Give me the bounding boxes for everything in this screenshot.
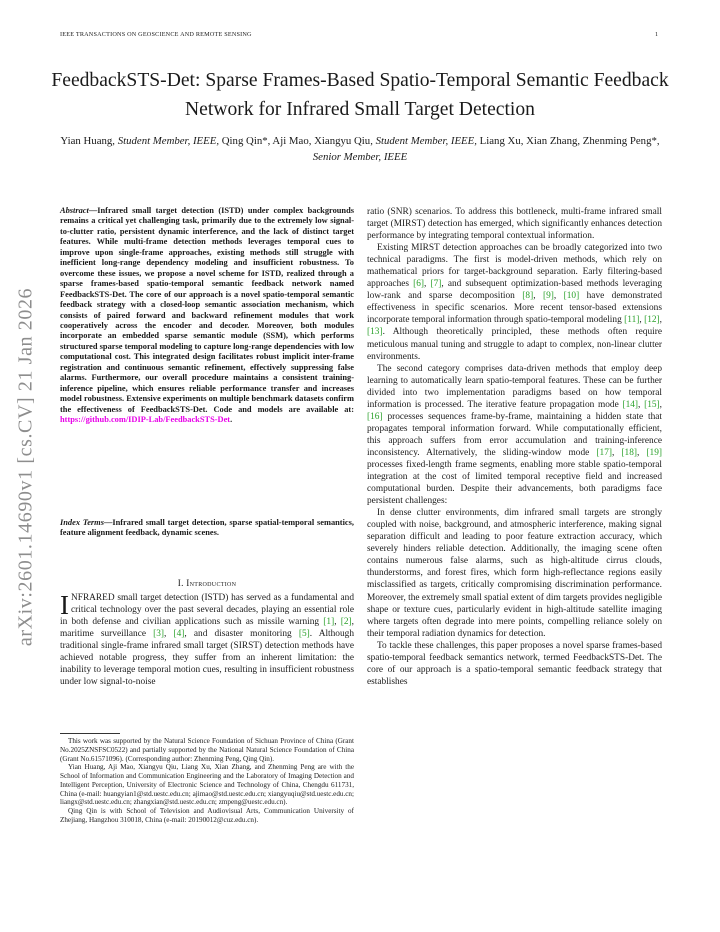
author-membership: Student Member, IEEE, (375, 135, 477, 147)
right-column (367, 206, 662, 688)
index-terms-heading: Index Terms (60, 518, 104, 527)
citation-link[interactable]: [15] (644, 399, 660, 410)
body-text: , and subsequent optimization-based methods leveraging low-rank and sparse decomposition (367, 279, 662, 302)
body-text: , (659, 399, 663, 410)
author-names: Liang Xu, Xian Zhang, Zhenming Peng*, (476, 135, 660, 147)
abstract-end: . (230, 415, 233, 425)
body-paragraph (367, 363, 662, 508)
author-list (60, 134, 660, 165)
citation-link[interactable]: [2] (340, 617, 352, 628)
citation-link[interactable]: [8] (522, 291, 534, 302)
body-text: processes fixed-length frame segments, enabling more stable spatio-temporal integration at the cost of limited temporal receptive field and increased computational burden. Despite their advancements, both paradigms face persistent challenges: (367, 459, 662, 507)
page-number: 1 (655, 31, 659, 38)
citation-link[interactable]: [5] (298, 629, 310, 640)
abstract-text: —Infrared small target detection (ISTD) under complex backgrounds remains a critical yet challenging task, primarily due to the extremely low signal-to-clutter ratio, persistent dynamic interference, and the lack of distinct target features. While multi-frame detection methods leverages temporal cues to improve upon single-frame approaches, existing methods still struggle with inefficient long-range dependency modeling and insufficient robustness. To overcome these issues, we propose a novel scheme for ISTD, realized through a sparse frames-based spatio-temporal semantic feedback network named FeedbackSTS-Det. The core of our approach is a novel spatio-temporal semantic feedback strategy with a closed-loop semantic association mechanism, which consists of paired forward and backward refinement modules that work cooperatively across the encoder and decoder. Moreover, both modules incorporate an embedded sparse semantic module (SSM), which performs structured sparse temporal modeling to capture long-range dependencies with low computational cost. This integrated design facilitates robust implicit inter-frame registration and continuous semantic refinement, effectively suppressing false alarms. Furthermore, our overall procedure maintains a consistent training-inference pipeline, which ensures reliable performance transfer and increases model robustness. Extensive experiments on multiple benchmark datasets confirm the effectiveness of FeedbackSTS-Det. Code and models are available at: (60, 206, 354, 414)
body-text: , (553, 291, 564, 302)
paper-title: FeedbackSTS-Det: Sparse Frames-Based Spatio-Temporal Semantic Feedback Network for Infrared Small Target Detection (51, 70, 669, 120)
body-paragraph: In dense clutter environments, dim infrared small targets are strongly coupled with noise, background, and atmospheric interference, making signal separation difficult and leading to poor feature extraction accuracy, which severely hinders reliable detection. Additionally, the imaging scene often contains numerous false alarms, such as high-altitude cirrus clouds, thunderstorms, and forest fires, which form high-reflectance regions easily misclassified as targets, critically compromising discrimination performance. Moreover, the extremely small spatial extent of dim targets provides negligible shape or texture cues, particularly evident in high-altitude satellite imaging where targets often degrade into mere points, compelling reliance solely on their temporal radiation dynamics for detection. (367, 508, 662, 639)
author-names: Yian Huang, (60, 135, 118, 147)
body-text: . Although traditional single-frame infrared small target (SIRST) detection methods have achieved notable progress, they suffer from an inherent limitation: the inability to leverage temporal motion cues, resulting in insufficient robustness under low signal-to-noise (60, 629, 354, 688)
body-text: , (334, 617, 341, 628)
citation-link[interactable]: [14] (622, 399, 639, 410)
citation-link[interactable]: [4] (173, 629, 185, 640)
author-membership: Senior Member, IEEE (312, 150, 408, 163)
citation-link[interactable]: [1] (323, 617, 335, 628)
footnotes (60, 737, 354, 825)
citation-link[interactable]: [19] (646, 447, 663, 458)
body-text: , (424, 279, 431, 290)
running-header: IEEE TRANSACTIONS ON GEOSCIENCE AND REMOTE SENSING (60, 31, 252, 38)
footnote-funding: This work was supported by the Natural Science Foundation of Sichuan Province of China (Grant No.2025ZNSFSC0522) and partially supported by the National Natural Science Foundation of China (Grant No.61571096). (Corresponding author: Zhenming Peng, Qing Qin). (60, 737, 354, 763)
body-text: , (659, 315, 663, 326)
citation-link[interactable]: [16] (367, 411, 383, 422)
footnote-affiliation: Yian Huang, Aji Mao, Xiangyu Qiu, Liang Xu, Xian Zhang, and Zhenming Peng are with the School of Information and Communication Engineering and the Laboratory of Imaging Detection and Intelligent Perception, University of Electronic Science and Technology of China, Chengdu 611731, China (e-mail: huangyian1@std.uestc.edu.cn; ajimao@std.uestc.edu.cn; xiangyuqiu@std.uestc.edu.cn; liangx@std.uestc.edu.cn; zhangxian@std.uestc.edu.cn; zmpeng@uestc.edu.cn). (60, 763, 354, 807)
section-numeral: I. (177, 578, 187, 588)
body-text: , (611, 447, 622, 458)
citation-link[interactable]: [3] (153, 629, 165, 640)
author-membership: Student Member, IEEE, (117, 135, 220, 147)
body-text: , (638, 399, 645, 410)
body-text: , maritime surveillance (60, 617, 354, 640)
arxiv-stamp (4, 262, 48, 672)
body-text: The second category comprises data-driven methods that employ deep learning to automatically learn spatio-temporal features. These can be further divided into two implementation paradigms based on how temporal information is processed. The iterative feature propagation mode (367, 363, 662, 410)
index-terms-text: —Infrared small target detection, sparse spatial-temporal semantics, feature alignment feedback, dynamic scenes. (60, 518, 354, 538)
body-paragraph: To tackle these challenges, this paper proposes a novel sparse frames-based spatio-temporal feedback semantics network, termed FeedbackSTS-Det. The core of our approach is a spatio-temporal semantic feedback strategy that establishes (367, 640, 662, 687)
arxiv-identifier: arXiv:2601.14690v1 [cs.CV] 21 Jan 2026 (14, 287, 37, 647)
body-text: processes sequences frame-by-frame, maintaining a hidden state that propagates temporal information forward. While computationally efficient, this approach suffers from error accumulation and training-inference inconsistency. Alternatively, the sliding-window mode (367, 411, 662, 458)
intro-paragraph (60, 592, 354, 688)
footnote-rule (60, 733, 120, 734)
abstract (60, 206, 354, 426)
index-terms (60, 518, 354, 539)
body-text: have demonstrated effectiveness in specific scenarios. More recent tensor-based extensions incorporate temporal information through spatio-temporal modeling (367, 291, 663, 326)
citation-link[interactable]: [12] (644, 315, 660, 326)
body-paragraph: ratio (SNR) scenarios. To address this bottleneck, multi-frame infrared small target (MIRST) detection has emerged, which significantly enhances detection performance by integrating temporal contextual information. (367, 207, 662, 242)
code-link[interactable]: https://github.com/IDIP-Lab/FeedbackSTS-Det (60, 415, 231, 425)
citation-link[interactable]: [10] (563, 291, 580, 302)
citation-link[interactable]: [7] (430, 279, 442, 290)
section-heading (60, 578, 354, 588)
body-text: , (639, 315, 645, 326)
body-text: . Although theoretically principled, these methods often require meticulous manual tuning and struggle to adapt to complex, non-linear clutter environments. (367, 327, 662, 362)
citation-link[interactable]: [18] (621, 447, 637, 458)
citation-link[interactable]: [11] (624, 315, 640, 326)
body-text: Existing MIRST detection approaches can be broadly categorized into two technical paradigms. The first is model-driven methods, which rely on mathematical priors for target-background separation. Early filtering-based approaches (367, 243, 662, 290)
body-text: , (533, 291, 543, 302)
body-paragraph (367, 242, 662, 362)
footnote-affiliation: Qing Qin is with School of Television and Audiovisual Arts, Communication University of Zhejiang, Hangzhou 310018, China (e-mail: 20190012@cuz.edu.cn). (60, 807, 354, 824)
abstract-heading: Abstract (60, 206, 89, 215)
drop-cap: I (60, 590, 69, 620)
citation-link[interactable]: [9] (542, 291, 554, 302)
body-text: NFRARED small target detection (ISTD) has served as a fundamental and critical technology over the past several decades, playing an essential role in both defense and civilian applications such as missile warning (60, 593, 354, 628)
citation-link[interactable]: [17] (596, 447, 612, 458)
body-text: , (164, 629, 174, 640)
author-names: Qing Qin*, Aji Mao, Xiangyu Qiu, (219, 135, 376, 147)
body-text: , and disaster monitoring (184, 629, 299, 640)
body-text: , (637, 447, 647, 458)
citation-link[interactable]: [13] (367, 327, 383, 338)
section-title: Introduction (186, 578, 237, 588)
citation-link[interactable]: [6] (413, 279, 425, 290)
